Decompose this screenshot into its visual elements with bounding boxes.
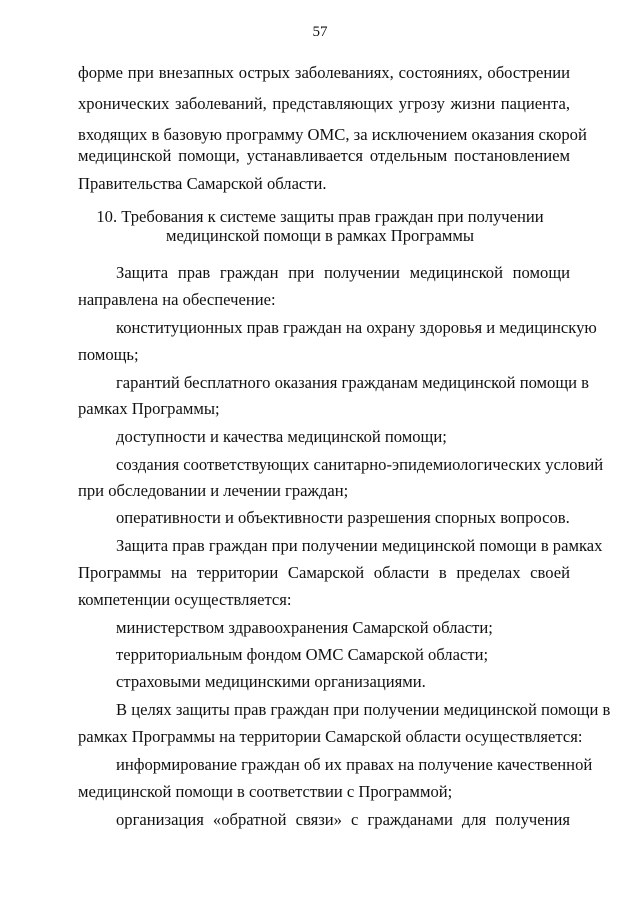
page-number: 57	[312, 24, 328, 40]
text-line: страховыми медицинскими организациями.	[116, 672, 426, 691]
text-line: медицинской помощи, устанавливается отдельным постановлением	[78, 146, 570, 165]
text-line: территориальным фондом ОМС Самарской области;	[116, 645, 489, 664]
text-line: при обследовании и лечении граждан;	[78, 481, 349, 500]
text-line: компетенции осуществляется:	[78, 590, 292, 609]
text-line: рамках Программы;	[78, 399, 220, 418]
text-line: создания соответствующих санитарно-эпидемиологических условий	[116, 455, 604, 474]
text-line: рамках Программы на территории Самарской области осуществляется:	[78, 727, 583, 746]
text-line: информирование граждан об их правах на получение качественной	[116, 755, 593, 774]
text-line: хронических заболеваний, представляющих угрозу жизни пациента,	[78, 94, 570, 113]
section-heading-line: 10. Требования к системе защиты прав граждан при получении	[96, 207, 544, 226]
text-line: помощь;	[78, 345, 139, 364]
text-line: организация «обратной связи» с гражданами для получения	[116, 810, 570, 829]
text-line: Правительства Самарской области.	[78, 174, 327, 193]
text-line: гарантий бесплатного оказания гражданам медицинской помощи в	[116, 373, 589, 392]
text-line: доступности и качества медицинской помощи;	[116, 427, 447, 446]
text-line: форме при внезапных острых заболеваниях, состояниях, обострении	[78, 63, 570, 82]
text-line: входящих в базовую программу ОМС, за исключением оказания скорой	[78, 125, 587, 144]
text-line: Программы на территории Самарской области в пределах своей	[78, 563, 570, 582]
text-line: конституционных прав граждан на охрану здоровья и медицинскую	[116, 318, 597, 337]
text-line: направлена на обеспечение:	[78, 290, 276, 309]
text-line: В целях защиты прав граждан при получении медицинской помощи в	[116, 700, 611, 719]
text-line: медицинской помощи в соответствии с Программой;	[78, 782, 453, 801]
text-line: Защита прав граждан при получении медицинской помощи в рамках	[116, 536, 603, 555]
text-line: оперативности и объективности разрешения спорных вопросов.	[116, 508, 570, 527]
text-line: Защита прав граждан при получении медицинской помощи	[116, 263, 570, 282]
text-line: министерством здравоохранения Самарской области;	[116, 618, 493, 637]
section-heading-line: медицинской помощи в рамках Программы	[166, 226, 474, 245]
